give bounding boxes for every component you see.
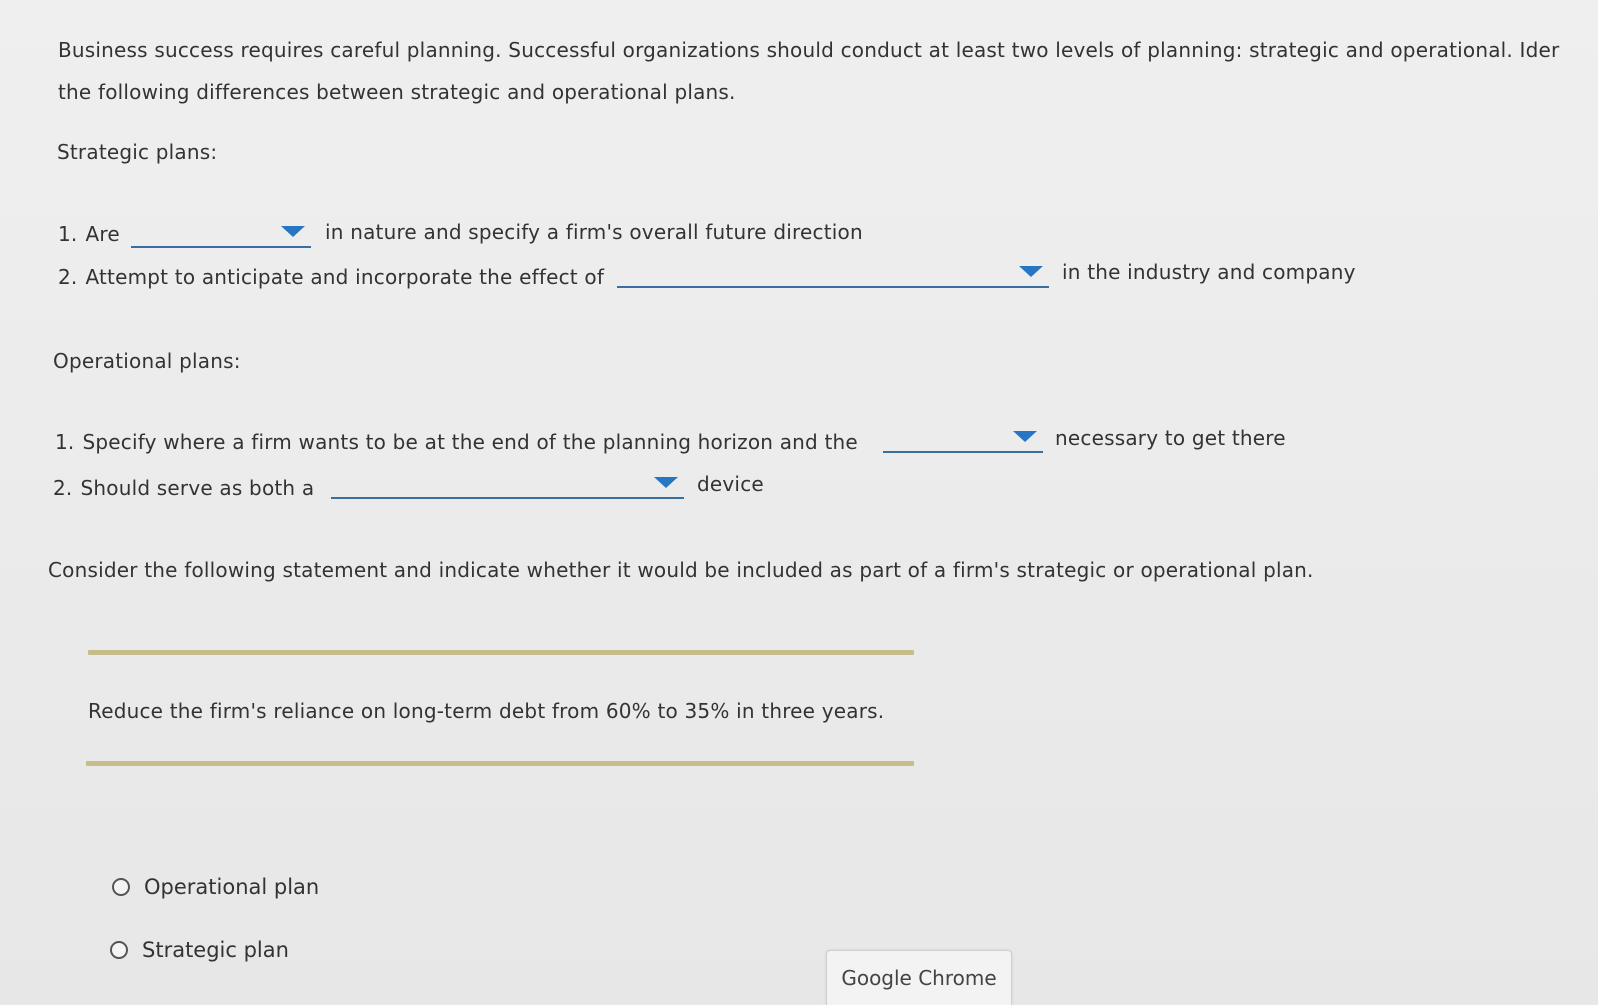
- strategic-item-2-prefix: [58, 265, 604, 289]
- radio-button[interactable]: [110, 941, 128, 959]
- option-label: Strategic plan: [142, 938, 289, 962]
- strategic-effect-dropdown[interactable]: [617, 258, 1049, 288]
- strategic-item-2-after: in the industry and company: [1062, 260, 1356, 284]
- strategic-item-1-before: Are: [85, 222, 120, 246]
- radio-button[interactable]: [112, 878, 130, 896]
- intro-text-line-1: Business success requires careful planning. Successful organizations should conduct at least two levels of planning: strategic and operational. Ider: [58, 38, 1560, 62]
- dropdown-arrow-icon: [654, 477, 678, 488]
- strategic-nature-dropdown[interactable]: [131, 218, 311, 248]
- list-number: 2.: [53, 476, 73, 500]
- operational-device-dropdown[interactable]: [331, 469, 684, 499]
- option-label: Operational plan: [144, 875, 320, 899]
- operational-item-1-after: necessary to get there: [1055, 426, 1286, 450]
- strategic-item-1-prefix: [58, 222, 120, 246]
- option-strategic-plan[interactable]: [110, 938, 289, 962]
- strategic-item-1-after: in nature and specify a firm's overall future direction: [325, 220, 863, 244]
- strategic-heading: Strategic plans:: [57, 140, 218, 164]
- operational-item-2-after: device: [697, 472, 764, 496]
- dropdown-arrow-icon: [281, 226, 305, 237]
- list-number: 2.: [58, 265, 78, 289]
- operational-item-2-before: Should serve as both a: [80, 476, 315, 500]
- statement-top-rule: [88, 650, 914, 655]
- list-number: 1.: [58, 222, 78, 246]
- statement-text: Reduce the firm's reliance on long-term debt from 60% to 35% in three years.: [88, 699, 885, 723]
- list-number: 1.: [55, 430, 75, 454]
- question-prompt: Consider the following statement and indicate whether it would be included as part of a firm's strategic or operational plan.: [48, 558, 1314, 582]
- operational-item-1-before: Specify where a firm wants to be at the end of the planning horizon and the: [82, 430, 858, 454]
- dropdown-arrow-icon: [1019, 266, 1043, 277]
- taskbar-tooltip: Google Chrome: [826, 950, 1012, 1005]
- operational-heading: Operational plans:: [53, 349, 241, 373]
- option-operational-plan[interactable]: [112, 875, 319, 899]
- operational-necessary-dropdown[interactable]: [883, 423, 1043, 453]
- statement-bottom-rule: [86, 761, 914, 766]
- intro-text-line-2: the following differences between strategic and operational plans.: [58, 80, 736, 104]
- strategic-item-2-before: Attempt to anticipate and incorporate the effect of: [85, 265, 605, 289]
- operational-item-2-prefix: [53, 476, 314, 500]
- dropdown-arrow-icon: [1013, 431, 1037, 442]
- operational-item-1-prefix: [55, 430, 858, 454]
